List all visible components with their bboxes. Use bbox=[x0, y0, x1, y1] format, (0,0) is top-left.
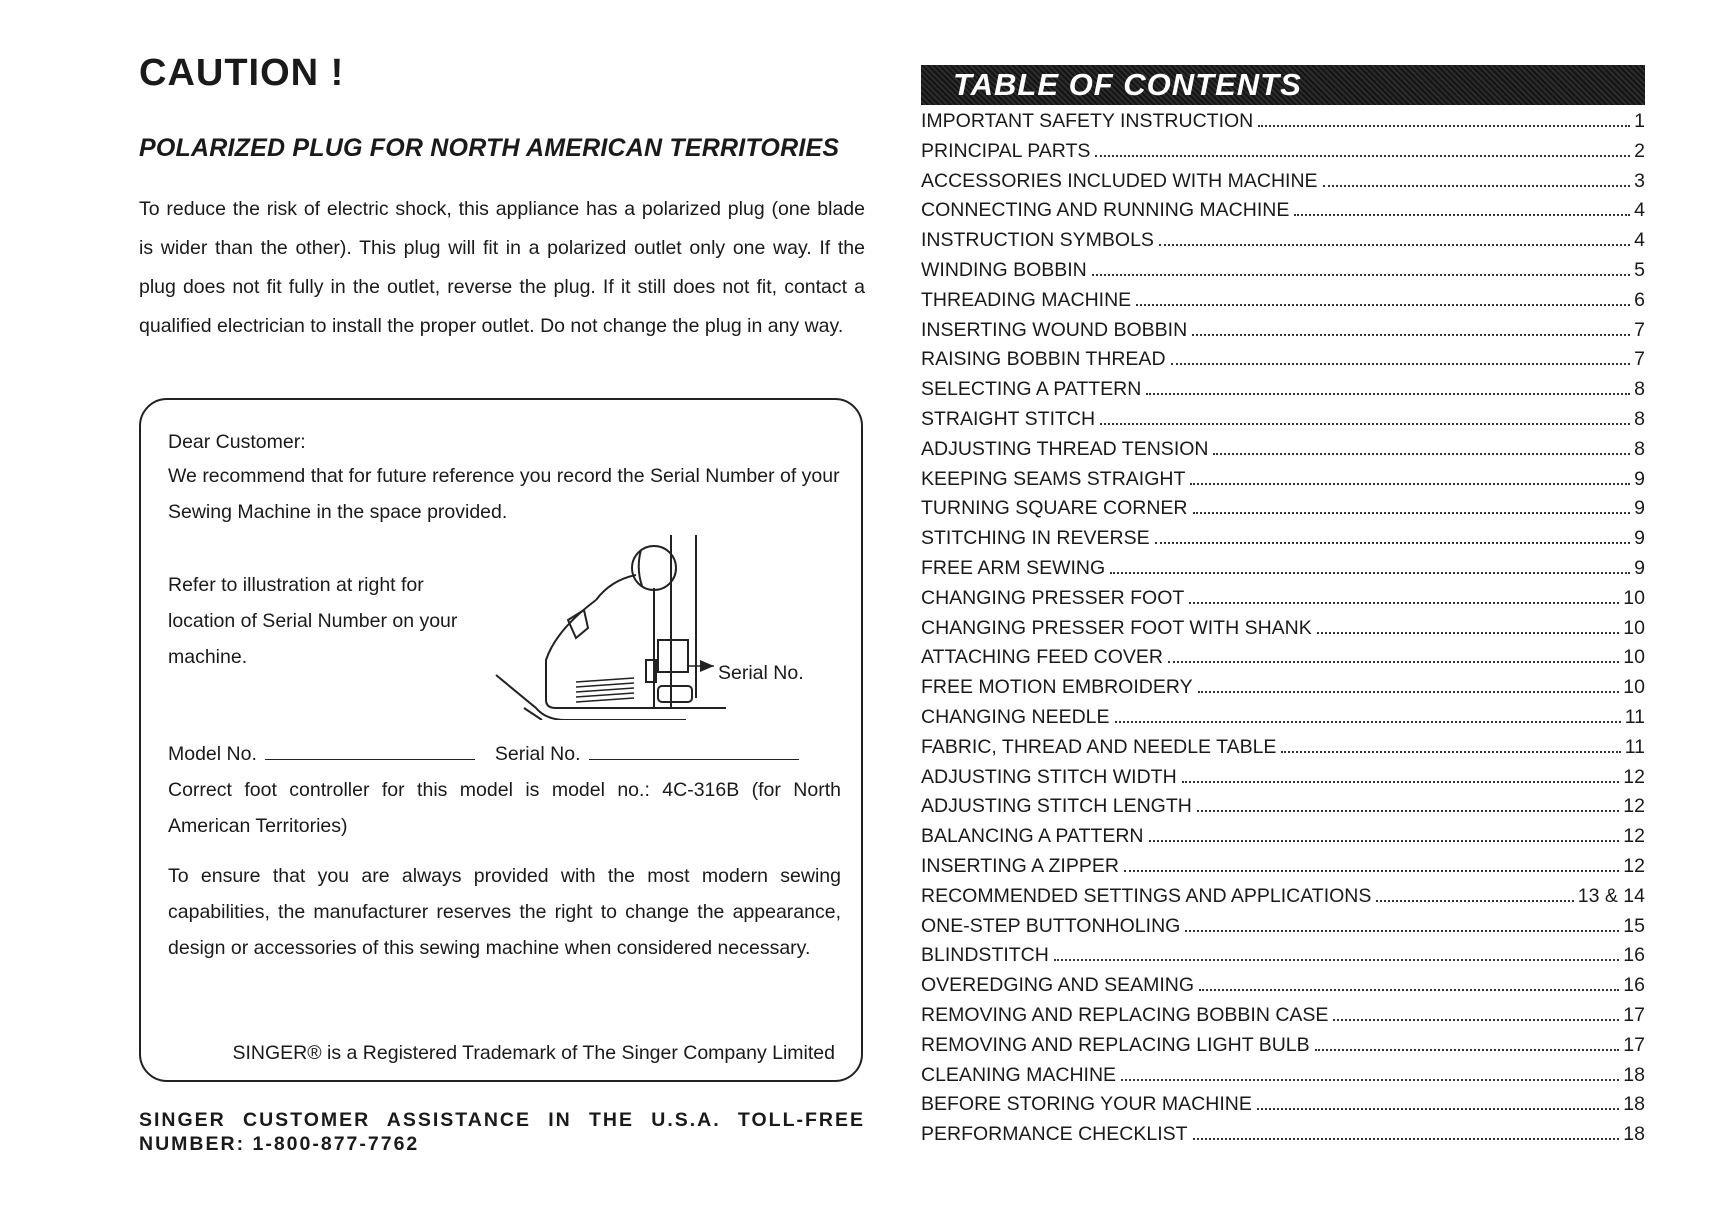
toc-entry-page: 16 bbox=[1623, 944, 1645, 967]
toc-dot-leader bbox=[1376, 900, 1573, 902]
toc-entry[interactable] bbox=[921, 140, 1645, 170]
toc-dot-leader bbox=[1159, 244, 1630, 246]
toc-entry-title: FABRIC, THREAD AND NEEDLE TABLE bbox=[921, 735, 1277, 758]
toc-entry-title: ADJUSTING STITCH LENGTH bbox=[921, 795, 1192, 818]
toc-entry-page: 4 bbox=[1634, 229, 1645, 252]
toc-entry[interactable] bbox=[921, 885, 1645, 915]
refer-illustration-text: Refer to illustration at right for location of Serial Number on your machine. bbox=[168, 574, 458, 668]
toc-entry-title: STITCHING IN REVERSE bbox=[921, 527, 1150, 550]
toc-entry[interactable] bbox=[921, 497, 1645, 527]
toc-entry[interactable] bbox=[921, 110, 1645, 140]
toc-entry-page: 7 bbox=[1634, 318, 1645, 341]
toc-entry-title: CONNECTING AND RUNNING MACHINE bbox=[921, 199, 1290, 222]
toc-dot-leader bbox=[1323, 185, 1631, 187]
toc-entry-page: 16 bbox=[1623, 974, 1645, 997]
toc-entry-title: PRINCIPAL PARTS bbox=[921, 139, 1091, 162]
toc-entry-title: ATTACHING FEED COVER bbox=[921, 646, 1163, 669]
toc-entry-page: 18 bbox=[1623, 1093, 1645, 1116]
toc-entry-title: STRAIGHT STITCH bbox=[921, 407, 1096, 430]
toc-dot-leader bbox=[1110, 572, 1630, 574]
toc-entry-title: ADJUSTING THREAD TENSION bbox=[921, 437, 1209, 460]
toc-entry-page: 11 bbox=[1624, 735, 1645, 758]
toc-entry[interactable] bbox=[921, 289, 1645, 319]
toc-entry[interactable] bbox=[921, 974, 1645, 1004]
toc-entry-title: BALANCING A PATTERN bbox=[921, 825, 1144, 848]
toc-entry[interactable] bbox=[921, 706, 1645, 736]
toc-entry-page: 12 bbox=[1623, 795, 1645, 818]
toc-entry-title: WINDING BOBBIN bbox=[921, 258, 1087, 281]
toc-entry-title: REMOVING AND REPLACING BOBBIN CASE bbox=[921, 1003, 1329, 1026]
toc-dot-leader bbox=[1258, 125, 1630, 127]
toc-entry-page: 17 bbox=[1623, 1033, 1645, 1056]
toc-dot-leader bbox=[1168, 661, 1619, 663]
toc-entry[interactable] bbox=[921, 1004, 1645, 1034]
toc-entry-title: CHANGING NEEDLE bbox=[921, 705, 1110, 728]
toc-entry[interactable] bbox=[921, 229, 1645, 259]
toc-dot-leader bbox=[1193, 1138, 1620, 1140]
toc-entry-page: 9 bbox=[1634, 497, 1645, 520]
toc-entry[interactable] bbox=[921, 587, 1645, 617]
toc-dot-leader bbox=[1124, 870, 1619, 872]
toc-entry[interactable] bbox=[921, 259, 1645, 289]
toc-entry-page: 8 bbox=[1634, 378, 1645, 401]
toc-dot-leader bbox=[1317, 632, 1620, 634]
record-serial-text: We recommend that for future reference you record the Serial Number of your Sewing Machine in the space provided. bbox=[168, 465, 840, 523]
toc-entry-page: 2 bbox=[1634, 139, 1645, 162]
toc-entry[interactable] bbox=[921, 617, 1645, 647]
trademark-notice: SINGER® is a Registered Trademark of The Singer Company Limited bbox=[232, 1042, 835, 1064]
toc-entry-title: INSERTING A ZIPPER bbox=[921, 854, 1119, 877]
toc-entry-page: 10 bbox=[1623, 646, 1645, 669]
toc-entry-page: 18 bbox=[1623, 1063, 1645, 1086]
polarized-plug-heading: POLARIZED PLUG FOR NORTH AMERICAN TERRITORIES bbox=[139, 134, 840, 162]
customer-notice-box bbox=[139, 398, 863, 1082]
toc-entry-title: THREADING MACHINE bbox=[921, 288, 1132, 311]
toc-dot-leader bbox=[1100, 423, 1630, 425]
toc-entry-title: KEEPING SEAMS STRAIGHT bbox=[921, 467, 1186, 490]
toc-entry-title: RAISING BOBBIN THREAD bbox=[921, 348, 1166, 371]
toc-dot-leader bbox=[1197, 810, 1619, 812]
toc-heading: TABLE OF CONTENTS bbox=[953, 67, 1302, 102]
toc-entry-page: 1 bbox=[1634, 110, 1645, 132]
toc-entry-title: CLEANING MACHINE bbox=[921, 1063, 1117, 1086]
toc-dot-leader bbox=[1149, 840, 1620, 842]
customer-assistance-number: SINGER CUSTOMER ASSISTANCE IN THE U.S.A. TOLL-FREE NUMBER: 1-800-877-7762 bbox=[139, 1109, 865, 1155]
serial-number-blank[interactable] bbox=[589, 758, 799, 760]
toc-dot-leader bbox=[1193, 512, 1631, 514]
caution-heading: CAUTION ! bbox=[139, 52, 345, 94]
toc-dot-leader bbox=[1189, 602, 1619, 604]
toc-entry-page: 11 bbox=[1624, 705, 1645, 728]
toc-dot-leader bbox=[1281, 751, 1620, 753]
toc-entry-title: ACCESSORIES INCLUDED WITH MACHINE bbox=[921, 169, 1318, 192]
toc-dot-leader bbox=[1294, 214, 1630, 216]
toc-entry-title: TURNING SQUARE CORNER bbox=[921, 497, 1188, 520]
toc-entry-page: 18 bbox=[1623, 1123, 1645, 1146]
model-number-blank[interactable] bbox=[265, 758, 475, 760]
toc-entry[interactable] bbox=[921, 527, 1645, 557]
toc-entry-title: OVEREDGING AND SEAMING bbox=[921, 974, 1195, 997]
toc-dot-leader bbox=[1146, 393, 1630, 395]
manufacturer-rights-text: To ensure that you are always provided with the most modern sewing capabilities, the manufacturer reserves the right to change the appearance, design or accessories of this sewing machine when considered necessary. bbox=[168, 865, 841, 959]
toc-entry[interactable] bbox=[921, 1093, 1645, 1123]
toc-entry-page: 13 & 14 bbox=[1577, 884, 1645, 907]
toc-entry-page: 12 bbox=[1623, 765, 1645, 788]
toc-entry-title: INSTRUCTION SYMBOLS bbox=[921, 229, 1154, 252]
toc-dot-leader bbox=[1257, 1108, 1619, 1110]
toc-dot-leader bbox=[1315, 1049, 1620, 1051]
toc-entry-title: CHANGING PRESSER FOOT WITH SHANK bbox=[921, 616, 1312, 639]
toc-entry[interactable] bbox=[921, 855, 1645, 885]
toc-entry-title: RECOMMENDED SETTINGS AND APPLICATIONS bbox=[921, 884, 1372, 907]
toc-dot-leader bbox=[1333, 1019, 1619, 1021]
toc-entry-title: FREE MOTION EMBROIDERY bbox=[921, 676, 1193, 699]
toc-dot-leader bbox=[1190, 483, 1630, 485]
toc-entry-page: 4 bbox=[1634, 199, 1645, 222]
toc-dot-leader bbox=[1199, 989, 1619, 991]
toc-entry[interactable] bbox=[921, 944, 1645, 974]
toc-entry-title: SELECTING A PATTERN bbox=[921, 378, 1142, 401]
toc-dot-leader bbox=[1213, 453, 1630, 455]
foot-controller-text: Correct foot controller for this model is model no.: 4C-316B (for North American Territories) bbox=[168, 779, 841, 837]
dear-customer: Dear Customer: bbox=[168, 431, 306, 453]
serial-callout-label: Serial No. bbox=[718, 662, 804, 684]
toc-entry[interactable] bbox=[921, 557, 1645, 587]
toc-dot-leader bbox=[1136, 304, 1630, 306]
toc-entry[interactable] bbox=[921, 438, 1645, 468]
toc-entry-page: 7 bbox=[1634, 348, 1645, 371]
toc-entry-page: 10 bbox=[1623, 676, 1645, 699]
toc-entry-page: 12 bbox=[1623, 825, 1645, 848]
toc-entry-page: 10 bbox=[1623, 616, 1645, 639]
toc-list bbox=[921, 110, 1645, 1153]
model-number-label: Model No. bbox=[168, 743, 257, 765]
toc-entry-title: IMPORTANT SAFETY INSTRUCTION bbox=[921, 110, 1254, 132]
toc-entry-title: BEFORE STORING YOUR MACHINE bbox=[921, 1093, 1252, 1116]
polarized-plug-text: To reduce the risk of electric shock, this appliance has a polarized plug (one blade is wider than the other). This plug will fit in a polarized outlet only one way. If the plug does not fit fully in the outlet, reverse the plug. If it still does not fit, contact a qualified electrician to install the proper outlet. Do not change the plug in any way. bbox=[139, 198, 865, 337]
toc-entry-page: 15 bbox=[1623, 914, 1645, 937]
toc-entry[interactable] bbox=[921, 378, 1645, 408]
toc-entry[interactable] bbox=[921, 915, 1645, 945]
toc-entry-title: FREE ARM SEWING bbox=[921, 556, 1106, 579]
toc-entry-page: 12 bbox=[1623, 854, 1645, 877]
toc-dot-leader bbox=[1182, 781, 1620, 783]
toc-entry-title: ADJUSTING STITCH WIDTH bbox=[921, 765, 1177, 788]
toc-entry-page: 3 bbox=[1634, 169, 1645, 192]
toc-entry[interactable] bbox=[921, 1123, 1645, 1153]
toc-entry-title: PERFORMANCE CHECKLIST bbox=[921, 1123, 1188, 1146]
toc-entry-page: 17 bbox=[1623, 1003, 1645, 1026]
toc-entry[interactable] bbox=[921, 348, 1645, 378]
toc-dot-leader bbox=[1095, 155, 1630, 157]
serial-number-label: Serial No. bbox=[494, 743, 581, 765]
toc-dot-leader bbox=[1185, 930, 1619, 932]
toc-entry[interactable] bbox=[921, 408, 1645, 438]
toc-entry-page: 9 bbox=[1634, 467, 1645, 490]
toc-entry[interactable] bbox=[921, 468, 1645, 498]
toc-dot-leader bbox=[1115, 721, 1621, 723]
toc-dot-leader bbox=[1092, 274, 1630, 276]
toc-dot-leader bbox=[1054, 959, 1619, 961]
toc-entry[interactable] bbox=[921, 646, 1645, 676]
toc-entry[interactable] bbox=[921, 319, 1645, 349]
toc-dot-leader bbox=[1192, 334, 1630, 336]
toc-entry-page: 6 bbox=[1634, 288, 1645, 311]
toc-entry-title: BLINDSTITCH bbox=[921, 944, 1049, 967]
toc-entry-page: 9 bbox=[1634, 556, 1645, 579]
toc-entry-page: 5 bbox=[1634, 258, 1645, 281]
toc-entry-page: 8 bbox=[1634, 437, 1645, 460]
toc-dot-leader bbox=[1171, 363, 1631, 365]
toc-dot-leader bbox=[1198, 691, 1620, 693]
toc-entry[interactable] bbox=[921, 1034, 1645, 1064]
toc-entry[interactable] bbox=[921, 825, 1645, 855]
toc-dot-leader bbox=[1155, 542, 1631, 544]
toc-entry[interactable] bbox=[921, 766, 1645, 796]
toc-entry[interactable] bbox=[921, 199, 1645, 229]
toc-header-bar bbox=[921, 65, 1645, 105]
toc-entry-page: 8 bbox=[1634, 407, 1645, 430]
model-serial-row bbox=[168, 736, 841, 772]
toc-entry-title: ONE-STEP BUTTONHOLING bbox=[921, 914, 1181, 937]
toc-entry[interactable] bbox=[921, 170, 1645, 200]
toc-entry-page: 9 bbox=[1634, 527, 1645, 550]
toc-entry[interactable] bbox=[921, 676, 1645, 706]
serial-number-illustration bbox=[436, 530, 816, 720]
toc-entry-title: INSERTING WOUND BOBBIN bbox=[921, 318, 1188, 341]
toc-dot-leader bbox=[1121, 1079, 1619, 1081]
toc-entry-page: 10 bbox=[1623, 586, 1645, 609]
toc-entry-title: CHANGING PRESSER FOOT bbox=[921, 586, 1185, 609]
toc-entry[interactable] bbox=[921, 795, 1645, 825]
toc-entry-title: REMOVING AND REPLACING LIGHT BULB bbox=[921, 1033, 1310, 1056]
toc-entry[interactable] bbox=[921, 1064, 1645, 1094]
toc-entry[interactable] bbox=[921, 736, 1645, 766]
